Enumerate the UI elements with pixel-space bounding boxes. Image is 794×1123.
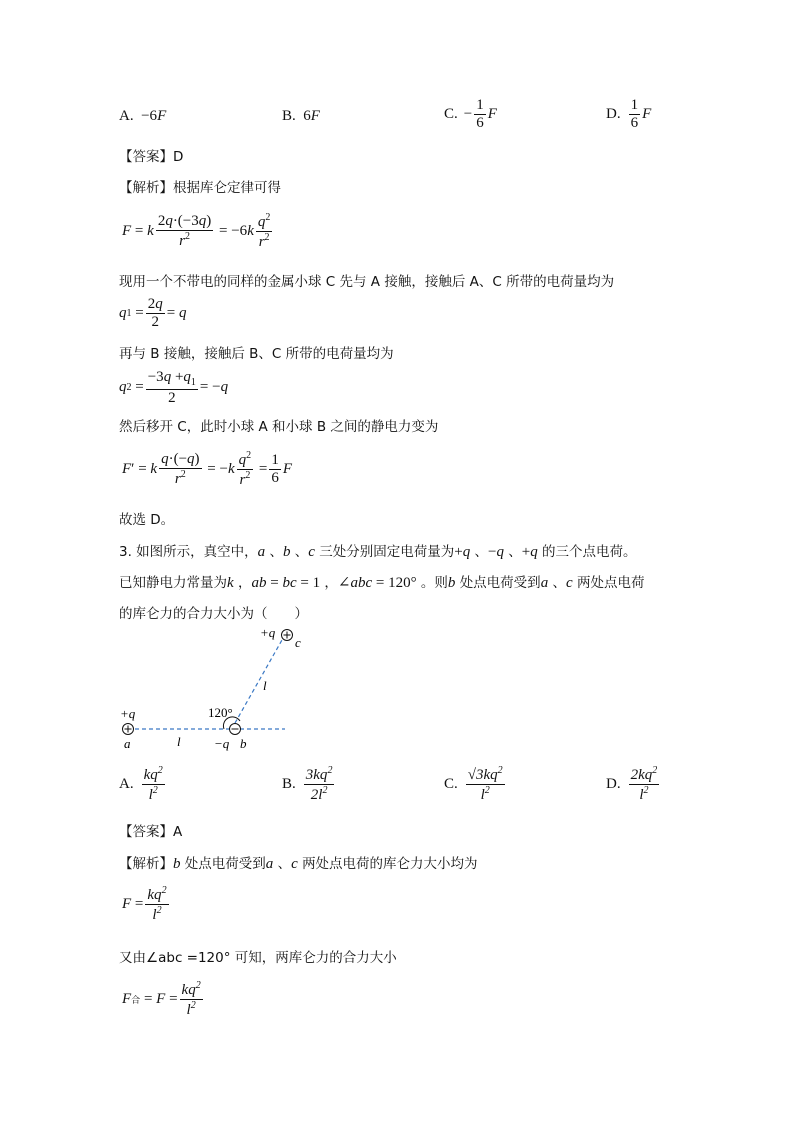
formula-q2: q 2 = $\frac{-3q +q_1}{2}$ = − q xyxy=(119,369,229,406)
charge-b xyxy=(230,724,241,735)
q3-stem-line-1: 3. 如图所示，真空中，a 、b 、c 三处分别固定电荷量为+q 、−q 、+q 的三个点电荷。 xyxy=(119,544,637,560)
q3-stem-line-3: 的库仑力的合力大小为（ ） xyxy=(119,606,308,622)
label-l-slant: l xyxy=(263,678,267,693)
angle-label: 120° xyxy=(208,705,233,720)
q3-option-a: A. $\frac{kq^2}{l^2}$ xyxy=(119,765,163,804)
formula-f-prime: F ′ = k $\frac{q\cdot(-q)}{r^2}$ = − k $\frac{q^2}{r^2}$ = $\frac{1}{6}$ F xyxy=(122,450,293,489)
q3-option-b: B. $\frac{3kq^2}{2l^2}$ xyxy=(282,765,333,804)
q2-option-c: C. − $\frac{1}{6}$ F xyxy=(444,97,497,132)
formula-coulomb: F = k $\frac{2q\cdot(-3q)}{r^2}$ = −6 k $\frac{q^2}{r^2}$ xyxy=(122,212,271,251)
formula-q1: q 1 = $\frac{2q}{2}$ = q xyxy=(119,296,187,331)
q2-option-a: A. −6F xyxy=(119,108,167,124)
line-bc xyxy=(235,640,282,723)
formula-f-he: F 合 = F = $\frac{kq^2}{l^2}$ xyxy=(122,980,201,1019)
label-b: b xyxy=(240,736,247,751)
q2-option-d: D. $\frac{1}{6}$ F xyxy=(606,97,652,132)
charge-a xyxy=(123,724,134,735)
q2-analysis-title: 【解析】根据库仑定律可得 xyxy=(119,180,281,196)
q2-text-2: 再与 B 接触，接触后 B、C 所带的电荷量均为 xyxy=(119,346,394,362)
label-a: a xyxy=(124,736,131,751)
q3-stem-line-2: 已知静电力常量为k ，ab = bc = 1 ，∠abc = 120° 。则b 处点电荷受到a 、c 两处点电荷 xyxy=(119,575,645,591)
label-a-charge: +q xyxy=(120,706,136,721)
formula-f: F = $\frac{kq^2}{l^2}$ xyxy=(122,885,167,924)
label-l-base: l xyxy=(177,734,181,749)
charge-figure xyxy=(110,620,310,760)
q2-text-1: 现用一个不带电的同样的金属小球 C 先与 A 接触，接触后 A、C 所带的电荷量均为 xyxy=(119,274,615,290)
label-c-charge: +q xyxy=(260,625,276,640)
q3-option-c: C. $\frac{√3kq^2}{l^2}$ xyxy=(444,765,503,804)
charge-c xyxy=(282,630,293,641)
q2-text-3: 然后移开 C，此时小球 A 和小球 B 之间的静电力变为 xyxy=(119,419,439,435)
label-b-charge: −q xyxy=(214,736,230,751)
q2-answer: 【答案】D xyxy=(119,149,184,165)
label-c: c xyxy=(295,635,301,650)
q3-analysis: 【解析】b 处点电荷受到a 、c 两处点电荷的库仑力大小均为 xyxy=(119,856,478,872)
q2-conclusion: 故选 D。 xyxy=(119,512,175,528)
q2-option-b: B. 6F xyxy=(282,108,320,124)
q3-answer: 【答案】A xyxy=(119,824,183,840)
q3-option-d: D. $\frac{2kq^2}{l^2}$ xyxy=(606,765,658,804)
q3-text-2: 又由∠abc =120° 可知，两库仑力的合力大小 xyxy=(119,950,397,966)
